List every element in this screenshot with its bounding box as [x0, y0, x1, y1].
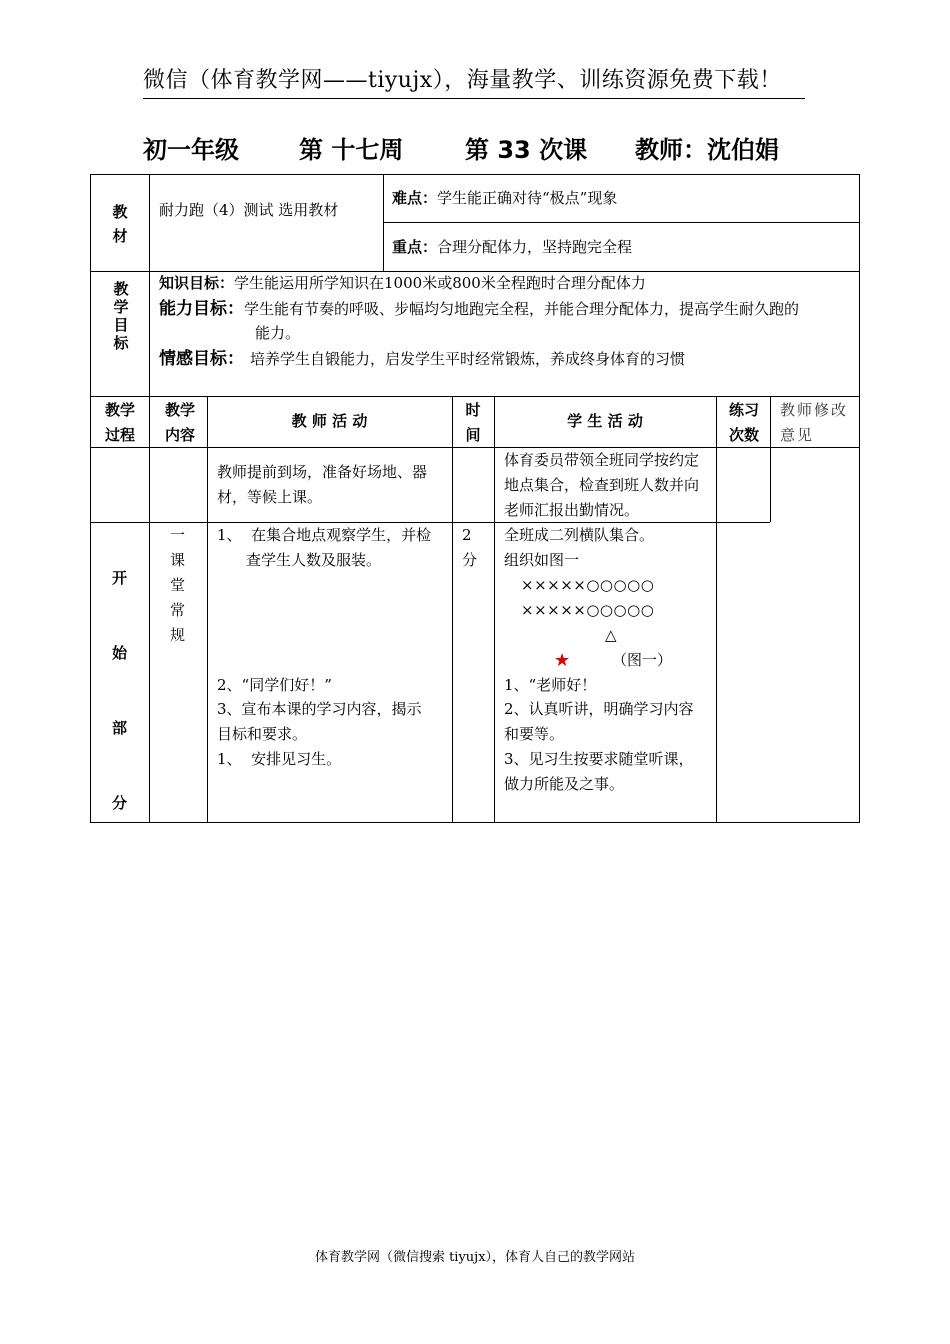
week: 第 十七周 — [299, 136, 404, 164]
ability-label: 能力目标： — [159, 299, 244, 319]
row2-student-2: 组织如图一 — [504, 551, 580, 569]
col-content: 教学内容 — [164, 401, 195, 444]
formation-row-1 — [521, 573, 654, 598]
row2-student-4a: 2、认真听讲，明确学习内容 — [504, 700, 694, 718]
row2-process-1: 开 — [112, 569, 128, 587]
header-banner: 微信（体育教学网——tiyujx），海量教学、训练资源免费下载！ — [143, 64, 805, 99]
row2-time-a: 2 — [462, 526, 472, 544]
row1-student: 体育委员带领全班同学按约定地点集合，检查到班人数并向老师汇报出勤情况。 — [504, 451, 700, 519]
row2-time-b: 分 — [462, 551, 478, 569]
difficulty — [392, 186, 617, 211]
key-label: 重点： — [392, 238, 438, 256]
row2-content-4: 常 — [170, 601, 186, 619]
difficulty-label: 难点： — [392, 189, 438, 207]
col-time: 时间 — [465, 401, 481, 444]
formation-row-2 — [521, 598, 654, 623]
col-reps: 练习次数 — [728, 401, 759, 444]
material-label: 教材 — [112, 203, 128, 245]
row2-student-5a: 3、见习生按要求随堂听课， — [504, 750, 694, 768]
col-notes: 教师修改意见 — [780, 401, 849, 444]
ability-goal — [159, 297, 859, 322]
row2-teacher-3a: 3、宣布本课的学习内容，揭示 — [217, 700, 422, 718]
difficulty-text: 学生能正确对待“极点”现象 — [437, 189, 618, 207]
star-icon: ★ — [554, 650, 571, 671]
row2-content-5: 规 — [170, 626, 186, 644]
emotion-goal — [159, 347, 685, 372]
row2-content-2: 课 — [170, 551, 186, 569]
row2-teacher-4: 1、 安排见习生。 — [217, 750, 342, 768]
key-text: 合理分配体力，坚持跑完全程 — [437, 238, 633, 256]
teacher-triangle: △ — [605, 626, 617, 644]
col-student: 学 生 活 动 — [567, 412, 643, 430]
ability-goal-cont: 能力。 — [255, 324, 301, 342]
row2-student-5b: 做力所能及之事。 — [504, 775, 625, 793]
footer: 体育教学网（微信搜索 tiyujx），体育人自己的教学网站 — [314, 1250, 636, 1265]
row2-student-1: 全班成二列横队集合。 — [504, 526, 655, 544]
row2-content-3: 堂 — [170, 576, 186, 594]
lesson-number: 第 33 次课 — [465, 136, 588, 164]
goals-label: 教学目标 — [113, 280, 129, 352]
formation-row-2-text: ×××××○○○○○ — [521, 601, 655, 619]
row2-process-3: 部 — [112, 719, 128, 737]
row2-teacher-3b: 目标和要求。 — [217, 725, 308, 743]
row2-teacher-2: 2、“同学们好！” — [217, 676, 332, 694]
row2-teacher-1a: 1、 在集合地点观察学生，并检 — [217, 526, 432, 544]
col-teacher: 教 师 活 动 — [291, 412, 368, 430]
material-content: 耐力跑（4）测试 选用教材 — [159, 201, 339, 219]
row2-process-2: 始 — [112, 644, 128, 662]
emotion-label: 情感目标： — [159, 349, 244, 369]
teacher-name: 教师：沈伯娟 — [635, 136, 779, 164]
knowledge-text: 学生能运用所学知识在1000米或800米全程跑时合理分配体力 — [234, 274, 646, 292]
ability-text: 学生能有节奏的呼吸、步幅均匀地跑完全程，并能合理分配体力，提高学生耐久跑的 — [244, 300, 800, 318]
knowledge-goal — [159, 271, 646, 296]
row2-content-1: 一 — [170, 526, 186, 544]
row2-student-3: 1、“老师好！ — [504, 676, 597, 694]
col-process: 教学过程 — [104, 401, 135, 444]
emotion-text: 培养学生自锻能力，启发学生平时经常锻炼，养成终身体育的习惯 — [250, 350, 686, 368]
row2-student-4b: 和要等。 — [504, 725, 565, 743]
row2-process-4: 分 — [112, 794, 128, 812]
knowledge-label: 知识目标： — [159, 274, 235, 292]
formation-row-1-text: ×××××○○○○○ — [521, 576, 655, 594]
row1-teacher: 教师提前到场，准备好场地、器材，等候上课。 — [217, 463, 428, 506]
row2-teacher-1b: 查学生人数及服装。 — [246, 551, 382, 569]
grade: 初一年级 — [143, 136, 239, 164]
figure-caption: （图一） — [612, 651, 673, 669]
key-point — [392, 235, 632, 260]
